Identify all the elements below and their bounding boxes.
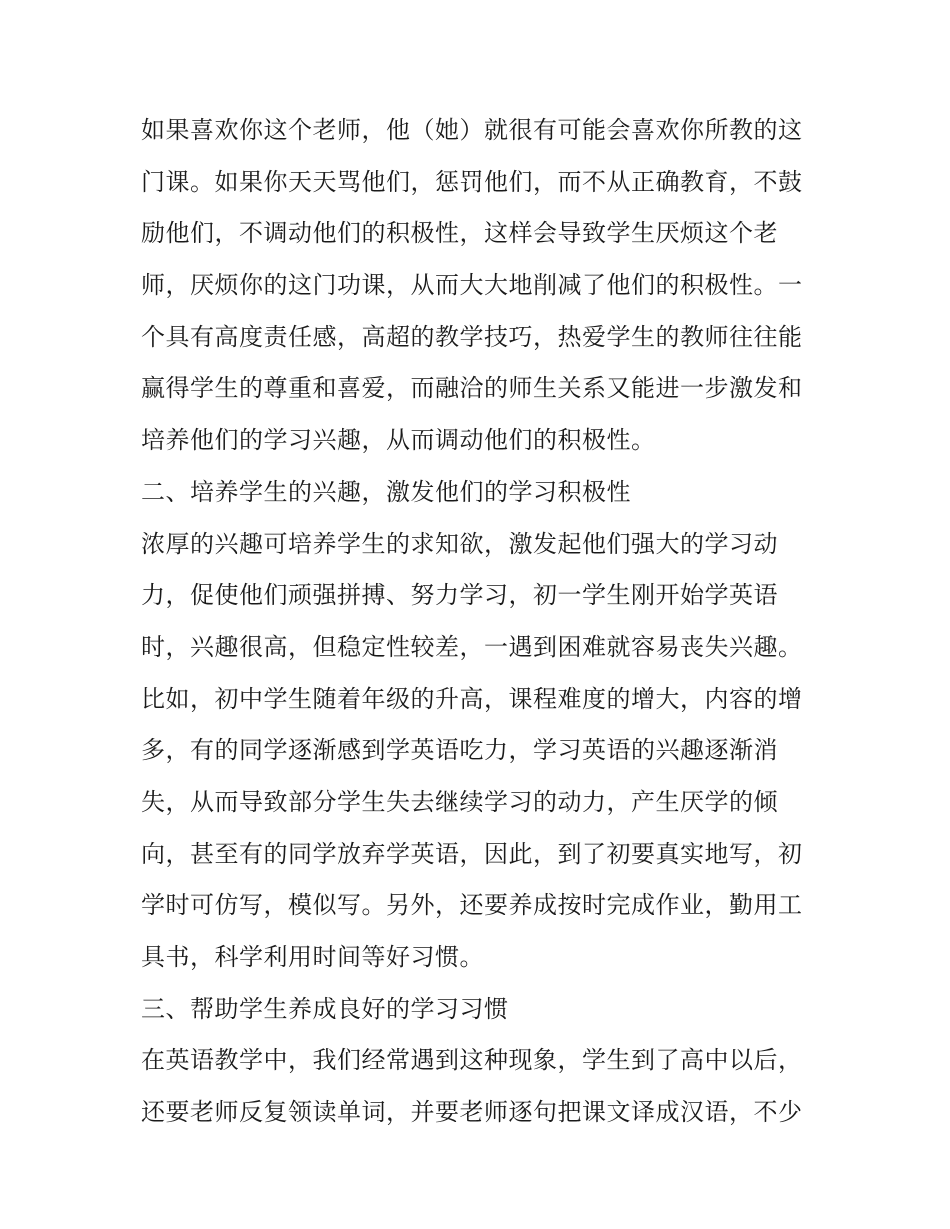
- text-line: 赢得学生的尊重和喜爱，而融洽的师生关系又能进一步激发和: [141, 374, 803, 403]
- text-line: 具书，科学利用时间等好习惯。: [141, 943, 484, 971]
- text-line: 力，促使他们顽强拼搏、努力学习，初一学生刚开始学英语: [141, 581, 778, 610]
- text-line: 门课。如果你天天骂他们，惩罚他们，而不从正确教育，不鼓: [141, 167, 803, 196]
- text-line: 学时可仿写，模似写。另外，还要养成按时完成作业，勤用工: [141, 891, 803, 920]
- document-body: [141, 105, 831, 1139]
- text-line: 时，兴趣很高，但稳定性较差，一遇到困难就容易丧失兴趣。: [141, 632, 803, 661]
- text-line: 比如，初中学生随着年级的升高，课程难度的增大，内容的增: [141, 684, 803, 713]
- text-line: 培养他们的学习兴趣，从而调动他们的积极性。: [141, 426, 656, 455]
- text-line: 个具有高度责任感，高超的教学技巧，热爱学生的教师往往能: [141, 322, 803, 351]
- text-line: 浓厚的兴趣可培养学生的求知欲，激发起他们强大的学习动: [141, 529, 778, 558]
- text-line: 师，厌烦你的这门功课，从而大大地削减了他们的积极性。一: [141, 271, 803, 300]
- text-line: 向，甚至有的同学放弃学英语，因此，到了初要真实地写，初: [141, 839, 803, 868]
- section-heading: 三、帮助学生养成良好的学习习惯: [141, 994, 509, 1023]
- text-line: 在英语教学中，我们经常遇到这种现象，学生到了高中以后，: [141, 1046, 803, 1075]
- text-line: 失，从而导致部分学生失去继续学习的动力，产生厌学的倾: [141, 787, 778, 816]
- text-line: 还要老师反复领读单词，并要老师逐句把课文译成汉语，不少: [141, 1098, 803, 1127]
- text-line: 多，有的同学逐渐感到学英语吃力，学习英语的兴趣逐渐消: [141, 736, 778, 765]
- text-line: 如果喜欢你这个老师，他（她）就很有可能会喜欢你所教的这: [141, 116, 803, 144]
- text-line: 励他们，不调动他们的积极性，这样会导致学生厌烦这个老: [141, 219, 778, 248]
- section-heading: 二、培养学生的兴趣，激发他们的学习积极性: [141, 477, 631, 506]
